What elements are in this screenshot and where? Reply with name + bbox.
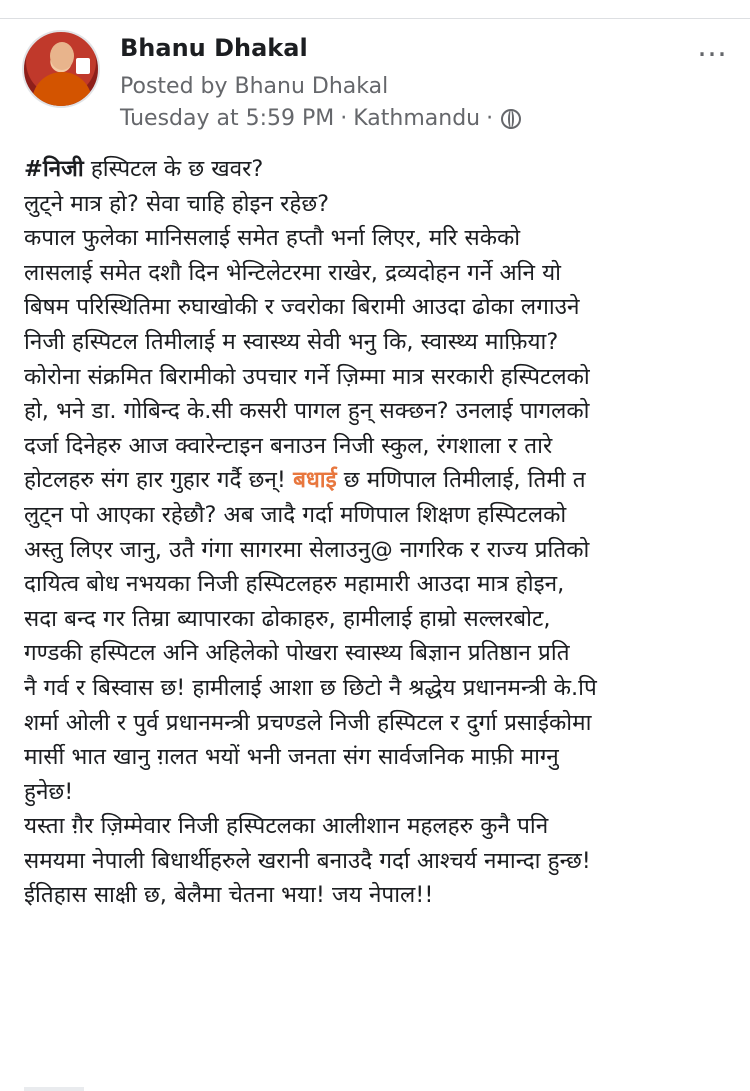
top-divider [0, 18, 750, 19]
post-text-line1: हस्पिटल के छ खवर? [83, 156, 264, 182]
post-text-paragraph2: छ मणिपाल तिमीलाई, तिमी त लुट्न पो आएका रहेछौ? अब जादै गर्दा मणिपाल शिक्षण हस्पिटलको अस्तु लिएर जानु, उतै गंगा सागरमा सेलाउनु@ नागरिक र राज्य प्रतिको दायित्व बोध नभयका निजी हस्पिटलहरु महामारी आउदा मात्र होइन, सदा बन्द गर तिम्रा ब्यापारका ढोकाहरु, हामीलाई हाम्रो सल्लरबोट, गण्डकी हस्पिटल अनि अहिलेको पोखरा स्वास्थ्य बिज्ञान प्रतिष्ठान प्रति नै गर्व र बिस्वास छ! हामीलाई आशा छ छिटो नै श्रद्धेय प्रधानमन्त्री के.पि शर्मा ओली र पुर्व प्रधानमन्त्री प्रचण्डले निजी हस्पिटल र दुर्गा प्रसाईकोमा मार्सी भात खानु ग़लत भयों भनी जनता संग सार्वजनिक माफ़ी माग्नु हुनेछ! यस्ता ग़ैर ज़िम्मेवार निजी हस्पिटलका आलीशान महलहरु कुनै पनि समयमा नेपाली बिधार्थीहरुले खरानी बनाउदै गर्दा आश्चर्य नमान्दा हुन्छ! ईतिहास साक्षी छ, बेलैमा चेतना भया! जय नेपाल!! [24, 467, 597, 909]
more-options-icon[interactable]: … [697, 29, 728, 64]
post-body [24, 152, 736, 913]
avatar-badge [76, 58, 90, 74]
author-name[interactable]: Bhanu Dhakal [120, 34, 308, 62]
posted-by: Posted by Bhanu Dhakal [120, 74, 389, 99]
avatar-shirt [32, 72, 92, 108]
hashtag-link[interactable]: #निजी [24, 156, 84, 182]
post-meta [120, 106, 521, 131]
post-header [22, 28, 734, 138]
meta-separator: · [340, 106, 348, 131]
avatar-face [50, 42, 74, 70]
post-timestamp[interactable]: Tuesday at 5:59 PM [120, 106, 335, 131]
avatar[interactable] [22, 30, 100, 108]
meta-separator: · [486, 106, 494, 131]
bottom-divider [24, 1087, 84, 1091]
post-text-paragraph1: लुट्ने मात्र हो? सेवा चाहि होइन रहेछ? कपाल फुलेका मानिसलाई समेत हप्तौ भर्ना लिएर, मरि सकेको लासलाई समेत दशौ दिन भेन्टिलेटरमा राखेर, द्रव्यदोहन गर्ने अनि यो बिषम परिस्थितिमा रुघाखोकी र ज्वरोका बिरामी आउदा ढोका लगाउने निजी हस्पिटल तिमीलाई म स्वास्थ्य सेवी भनु कि, स्वास्थ्य माफ़िया? कोरोना संक्रमित बिरामीको उपचार गर्ने ज़िम्मा मात्र सरकारी हस्पिटलको हो, भने डा. गोबिन्द के.सी कसरी पागल हुन् सक्छन? उनलाई पागलको दर्जा दिनेहरु आज क्वारेन्टाइन बनाउन निजी स्कुल, रंगशाला र तारे होटलहरु संग हार गुहार गर्दै छन्! [24, 190, 590, 494]
post-location[interactable]: Kathmandu [353, 106, 481, 131]
highlighted-word: बधाई [293, 467, 337, 494]
globe-icon[interactable] [501, 109, 521, 129]
